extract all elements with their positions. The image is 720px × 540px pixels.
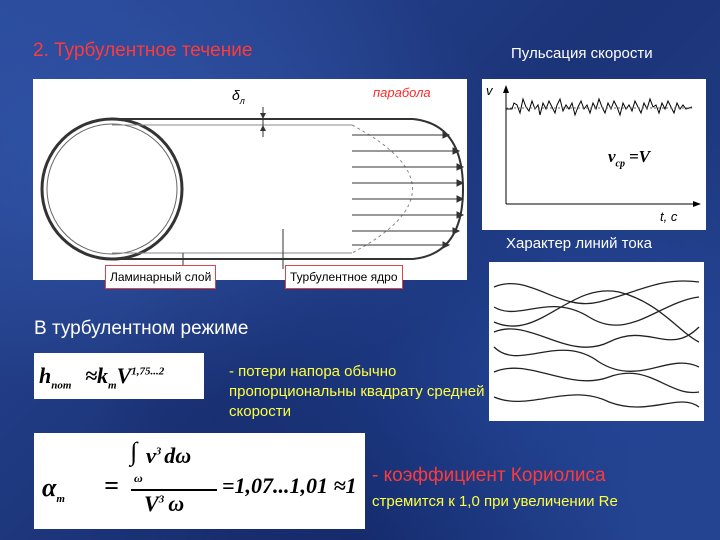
streamline-7 xyxy=(494,291,699,342)
coriolis-title: - коэффициент Кориолиса xyxy=(372,465,606,486)
pipe-drawing xyxy=(33,79,467,280)
formula2-result: =1,07...1,01 ≈1 xyxy=(222,473,357,498)
streamline-3 xyxy=(494,327,699,347)
pulsation-heading: Пульсация скорости xyxy=(511,45,653,62)
streamline-2 xyxy=(494,297,699,325)
regime-heading: В турбулентном режиме xyxy=(34,318,249,339)
velocity-signal xyxy=(506,99,692,115)
head-loss-formula: $h_{пот} \approx k_тV^{1,75...2}$ xyxy=(34,353,204,399)
streamline-5 xyxy=(494,368,699,392)
pipe-diagram xyxy=(33,79,467,280)
laminar-layer-label: Ламинарный слой xyxy=(105,265,216,289)
pulsation-chart xyxy=(482,79,706,230)
average-velocity-label: $v_{ср} =V$ xyxy=(608,147,651,170)
formula2-alpha: $\alpha_т$ xyxy=(42,473,65,506)
slide-title: 2. Турбулентное течение xyxy=(33,40,253,61)
pipe-cross-section xyxy=(42,119,182,259)
streamline-6 xyxy=(494,395,699,407)
streamlines-panel xyxy=(489,262,704,421)
coriolis-description: стремится к 1,0 при увеличении Re xyxy=(372,493,618,510)
pulsation-y-label: v xyxy=(486,83,493,98)
head-loss-description: - потери напора обычно пропорциональны квадрату средней скорости xyxy=(229,363,485,420)
laminar-layer-ring xyxy=(47,124,177,254)
formula2-integral-lower: ω xyxy=(134,471,143,485)
formula2-eq: = xyxy=(104,471,119,500)
pulsation-panel xyxy=(482,79,706,230)
turbulent-core-label: Турбулентное ядро xyxy=(285,265,403,289)
pulsation-x-label: t, c xyxy=(660,209,678,224)
velocity-arrows xyxy=(352,132,463,248)
streamlines-drawing xyxy=(489,262,704,421)
coriolis-formula xyxy=(34,433,365,529)
streamlines-heading: Характер линий тока xyxy=(506,235,652,252)
parabola-label: парабола xyxy=(373,85,431,100)
delta-label: $\delta_л$ xyxy=(232,87,245,106)
velocity-profile xyxy=(352,119,463,259)
formula2-integral: ∫ xyxy=(130,437,138,466)
formula2-numerator: $v^3$ dω xyxy=(146,443,192,468)
streamline-4 xyxy=(494,347,699,371)
formula2-denominator: $V^3$ ω xyxy=(144,491,185,516)
formula1-h: h xyxy=(39,363,52,388)
parabola-curve xyxy=(352,125,413,253)
